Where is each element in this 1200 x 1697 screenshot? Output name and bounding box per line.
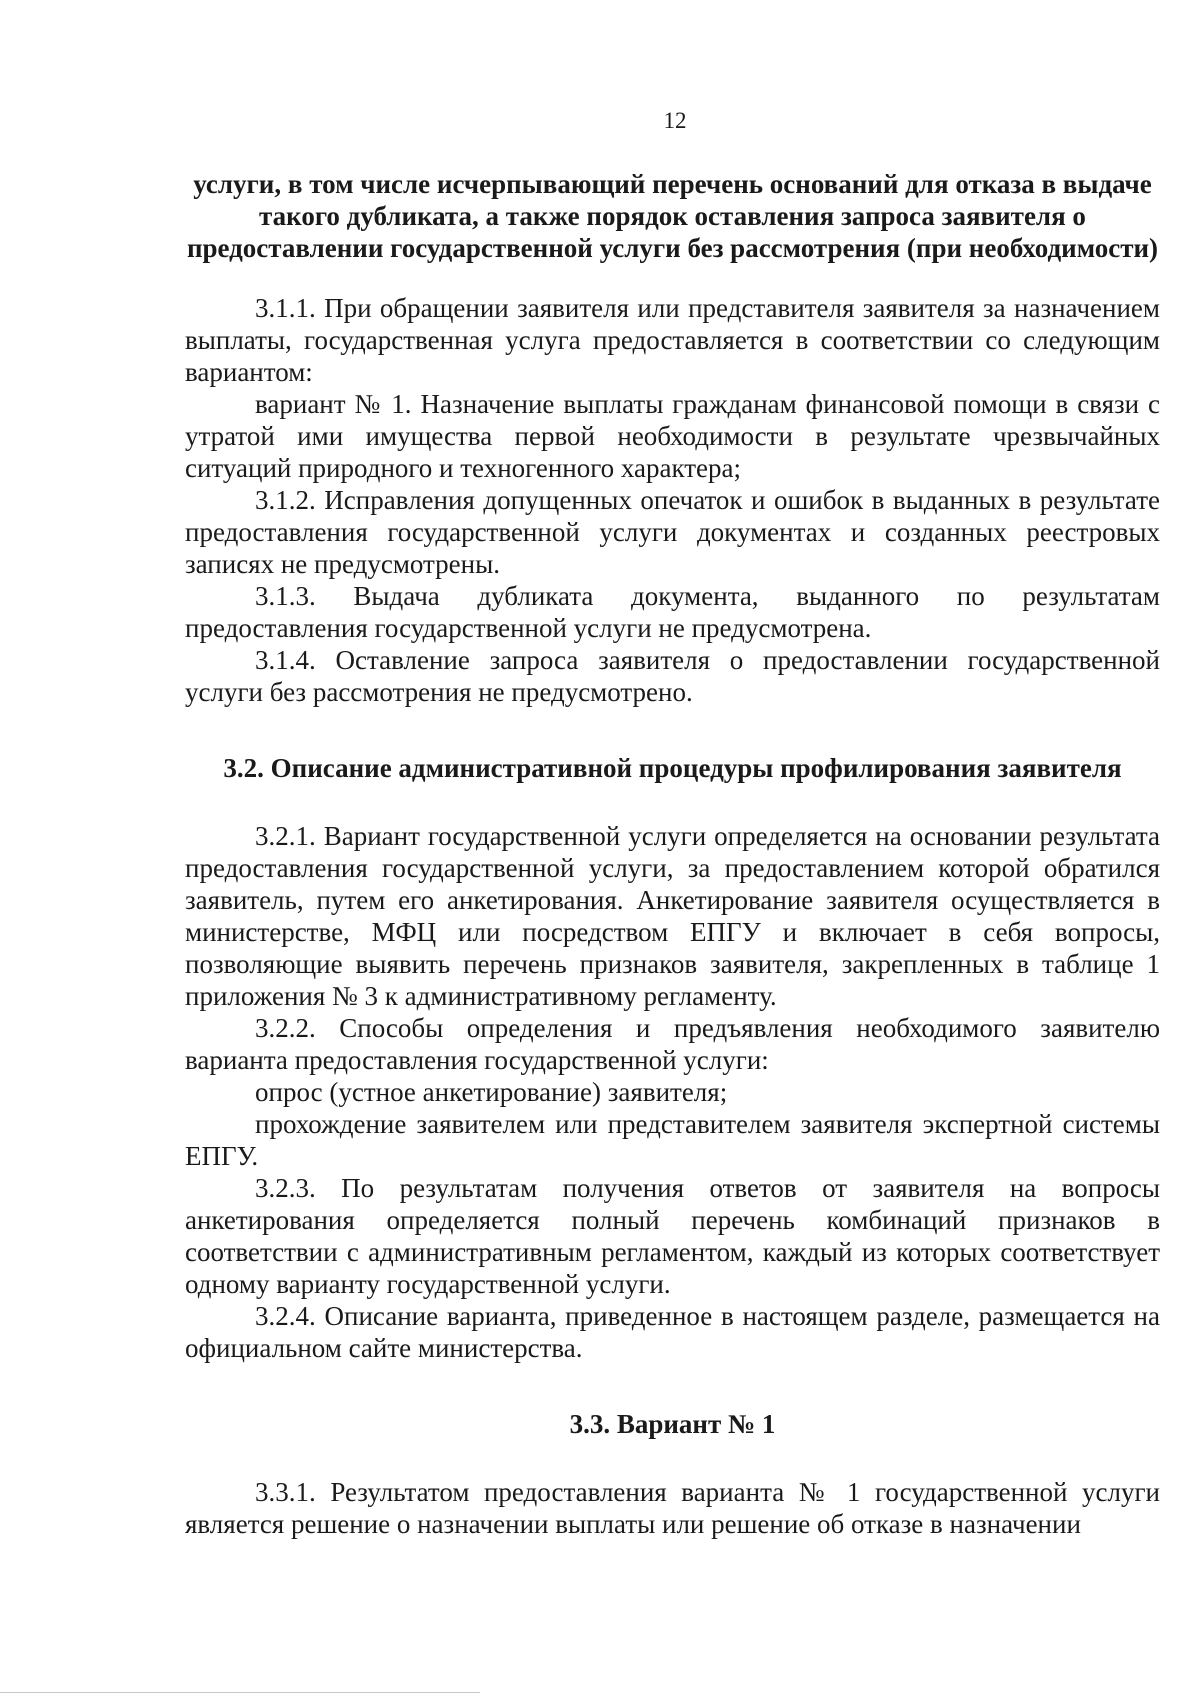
paragraph-3-2-3: 3.2.3. По результатам получения ответов от заявителя на вопросы анкетирования определяется полный перечень комбинаций признаков в соответствии с административным регламентом, каждый из которых соответствует одному варианту государственной услуги.: [185, 1173, 1160, 1299]
paragraph-3-1-1: 3.1.1. При обращении заявителя или представителя заявителя за назначением выплаты, государственная услуга предоставляется в соответствии со следующим вариантом:: [185, 293, 1160, 387]
section-3-2-title: 3.2. Описание административной процедуры профилирования заявителя: [223, 753, 1122, 783]
paragraph-3-1-4: 3.1.4. Оставление запроса заявителя о предоставлении государственной услуги без рассмотрения не предусмотрено.: [185, 645, 1160, 707]
heading-continuation: услуги, в том числе исчерпывающий перечень оснований для отказа в выдаче такого дубликата, а также порядок оставления запроса заявителя о предоставлении государственной услуги без рассмотрения (при необходимости): [186, 169, 1159, 263]
paragraph-3-2-4: 3.2.4. Описание варианта, приведенное в настоящем разделе, размещается на официальном сайте министерства.: [185, 1301, 1160, 1363]
paragraph-3-3-1: 3.3.1. Результатом предоставления варианта № 1 государственной услуги является решение о назначении выплаты или решение об отказе в назначении: [185, 1477, 1160, 1539]
page-number: 12: [663, 108, 687, 133]
page-bottom-edge: [0, 1692, 480, 1693]
document-body: [185, 168, 1160, 1540]
section-3-2: [185, 820, 1160, 1364]
paragraph-3-2-1: 3.2.1. Вариант государственной услуги определяется на основании результата предоставления государственной услуги, за предоставлением которой обратился заявитель, путем его анкетирования. Анкетирование заявителя осуществляется в министерстве, МФЦ или посредством ЕПГУ и включает в себя вопросы, позволяющие выявить перечень признаков заявителя, закрепленных в таблице 1 приложения № 3 к административному регламенту.: [185, 821, 1160, 1011]
paragraph-3-1-2: 3.1.2. Исправления допущенных опечаток и ошибок в выданных в результате предоставления государственной услуги документах и созданных реестровых записях не предусмотрены.: [185, 485, 1160, 579]
section-3-1: [185, 292, 1160, 708]
paragraph-3-1-3: 3.1.3. Выдача дубликата документа, выданного по результатам предоставления государственной услуги не предусмотрена.: [185, 581, 1160, 643]
paragraph-survey: опрос (устное анкетирование) заявителя;: [255, 1077, 728, 1107]
paragraph-3-2-2: 3.2.2. Способы определения и предъявления необходимого заявителю варианта предоставления государственной услуги:: [185, 1013, 1160, 1075]
paragraph-variant-1: вариант № 1. Назначение выплаты гражданам финансовой помощи в связи с утратой ими имущества первой необходимости в результате чрезвычайных ситуаций природного и техногенного характера;: [185, 389, 1160, 483]
section-3-3: [185, 1476, 1160, 1540]
paragraph-expert-system: прохождение заявителем или представителем заявителя экспертной системы ЕПГУ.: [185, 1109, 1160, 1171]
section-3-3-title: 3.3. Вариант № 1: [569, 1409, 776, 1439]
